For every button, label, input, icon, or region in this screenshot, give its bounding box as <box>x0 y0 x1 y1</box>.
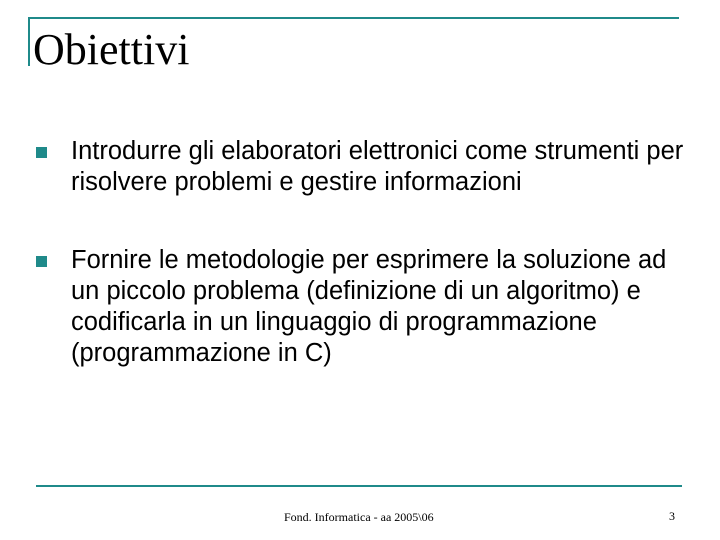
footer-text: Fond. Informatica - aa 2005\06 <box>284 510 434 524</box>
bullet-list <box>36 136 686 369</box>
square-bullet-icon <box>36 147 47 158</box>
page-number: 3 <box>669 509 675 523</box>
bullet-text: Fornire le metodologie per esprimere la soluzione ad un piccolo problema (definizione di un algoritmo) e codificarla in un linguaggio di programmazione (programmazione in C) <box>71 246 667 367</box>
footer-rule <box>36 485 682 487</box>
bullet-item <box>36 136 686 198</box>
title-rule-horizontal <box>28 17 679 19</box>
slide-title: Obiettivi <box>33 25 190 74</box>
bullet-text: Introdurre gli elaboratori elettronici come strumenti per risolvere problemi e gestire informazioni <box>71 137 684 196</box>
title-rule-vertical <box>28 17 30 66</box>
square-bullet-icon <box>36 256 47 267</box>
bullet-item <box>36 245 686 369</box>
